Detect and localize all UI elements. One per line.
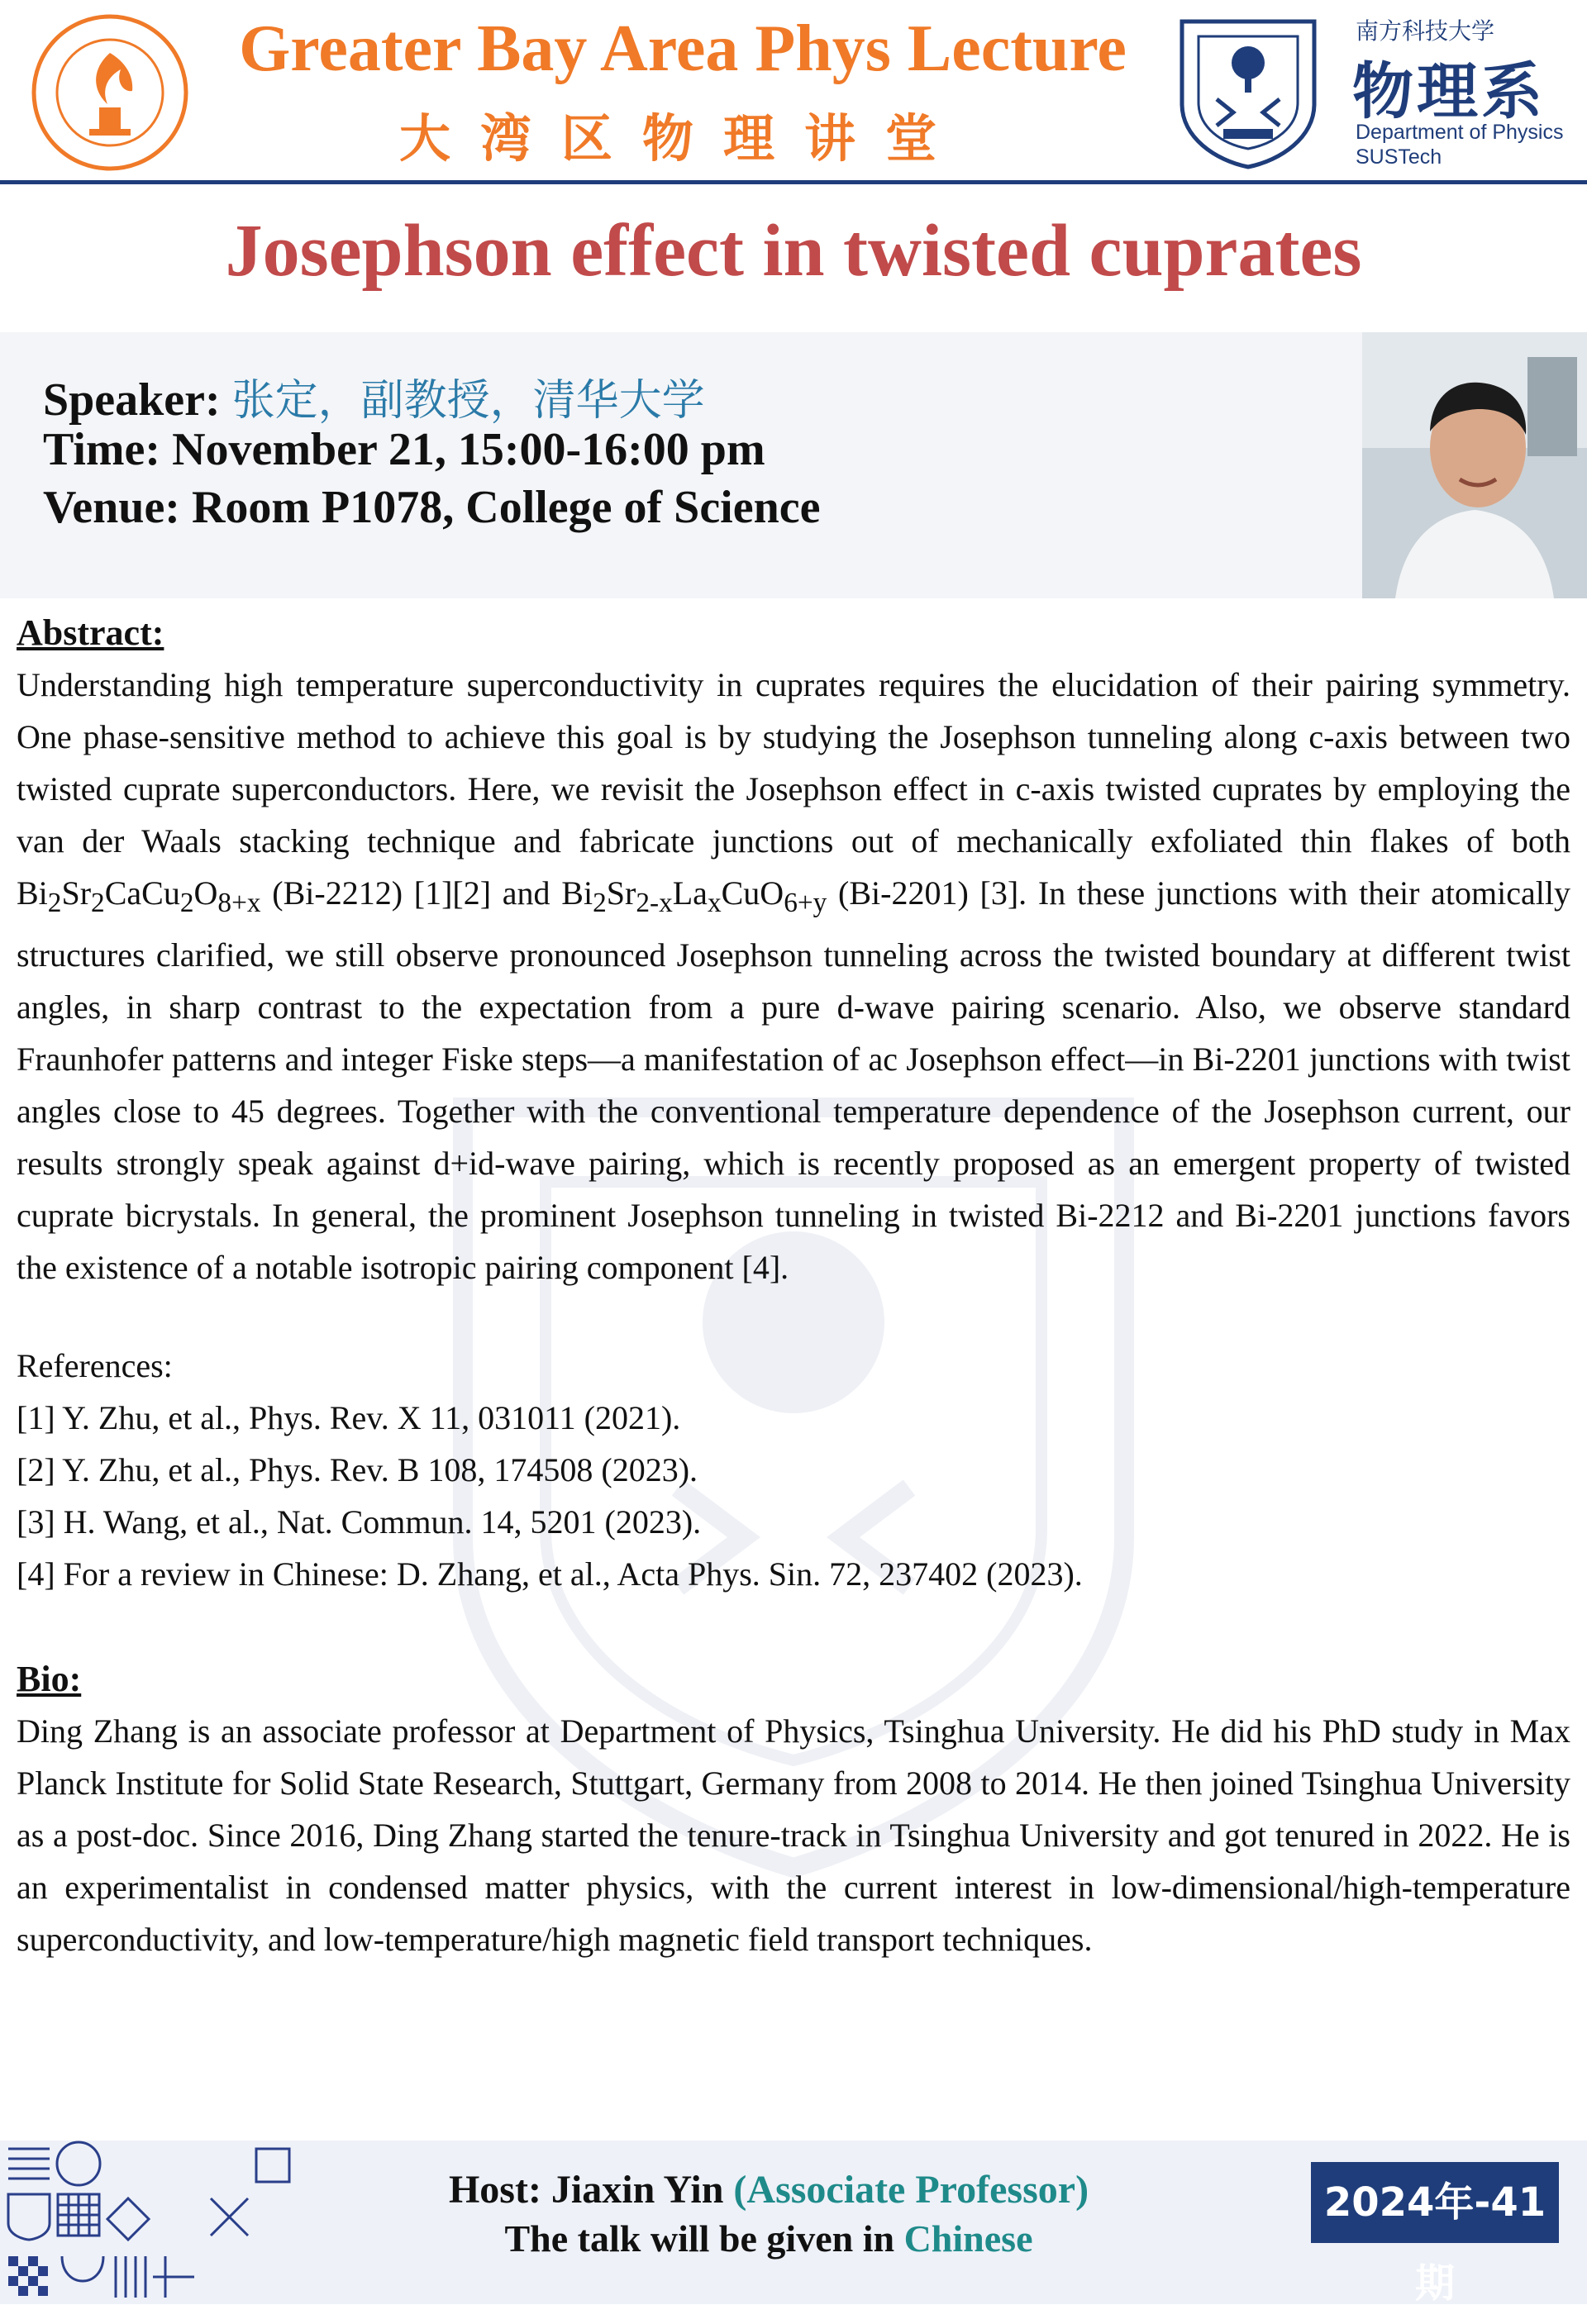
abstract-text-part3: (Bi-2201) [3]. In these junctions with their atomically structures clarified, we still observe pronounced Josephson tunneling across the twisted boundary at different twist angles, in sharp contrast to the expectation from a pure d-wave pairing scenario. Also, we observe standard Fraunhofer patterns and integer Fiske steps—a manifestation of ac Josephson effect—in Bi-2201 junctions with twist angles close to 45 degrees. Together with the conventional temperature dependence of the Josephson current, our results strongly speak against d+id-wave pairing, which is recently proposed as an emergent property of twisted cuprate bicrystals. In general, the prominent Josephson tunneling in twisted Bi-2212 and Bi-2201 junctions favors the existence of a notable isotropic pairing component [4]. <box>17 874 1570 1286</box>
issue-badge: 2024年-41期 <box>1311 2162 1559 2243</box>
language-prefix: The talk will be given in <box>504 2217 904 2260</box>
host-name: Host: Jiaxin Yin <box>448 2168 734 2212</box>
geometric-decoration-icon <box>0 2132 314 2304</box>
time-value: November 21, 15:00-16:00 pm <box>172 424 765 475</box>
talk-title: Josephson effect in twisted cuprates <box>225 210 1362 292</box>
header-divider <box>0 180 1587 184</box>
speaker-value: 张定，副教授，清华大学 <box>231 376 705 426</box>
dept-name-zh: 物理系 <box>1352 56 1546 127</box>
abstract-text-part1: Understanding high temperature superconductivity in cuprates requires the elucidation of their pairing symmetry. One phase-sensitive method to achieve this goal is by studying the Josephson tunneling along c-axis between two twisted cuprate superconductors. Here, we revisit the Josephson effect in c-axis twisted cuprates by employing the van der Waals stacking technique and fabricate junctions out of mechanically exfoliated thin flakes of both <box>17 666 1570 860</box>
header <box>0 0 1587 183</box>
language-value: Chinese <box>903 2217 1033 2260</box>
talk-info-panel <box>0 332 1587 598</box>
speaker-photo <box>1362 332 1587 598</box>
body-content <box>17 612 1570 1965</box>
lecture-series-title-zh: 大湾区物理讲堂 <box>398 108 966 169</box>
speaker-label: Speaker: <box>43 374 221 426</box>
formula-bi2212-render: $Bi_2Sr_2CaCu_2O_{8+x}$ <box>17 874 261 918</box>
host-line <box>331 2167 1207 2212</box>
reference-item: [1] Y. Zhu, et al., Phys. Rev. X 11, 031011 (2021). <box>17 1399 681 1436</box>
abstract-text <box>17 659 1570 1293</box>
host-title: (Associate Professor) <box>733 2168 1089 2212</box>
dept-name-en: Department of Physics <box>1356 121 1564 144</box>
reference-item: [4] For a review in Chinese: D. Zhang, et al., Acta Phys. Sin. 72, 237402 (2023). <box>17 1555 1083 1593</box>
abstract-heading: Abstract: <box>17 612 164 653</box>
references-heading: References: <box>17 1347 173 1384</box>
venue-value: Room P1078, College of Science <box>191 482 821 533</box>
bio-text: Ding Zhang is an associate professor at Department of Physics, Tsinghua University. He did his PhD study in Max Planck Institute for Solid State Research, Stuttgart, Germany from 2008 to 2014. He then joined Tsinghua University as a post-doc. Since 2016, Ding Zhang started the tenure-track in Tsinghua University and got tenured in 2022. He is an experimentalist in condensed matter physics, with the current interest in low-dimensional/high-temperature superconductivity, and low-temperature/high magnetic field transport techniques. <box>17 1712 1570 1958</box>
dept-university-name: 南方科技大学 <box>1356 17 1495 45</box>
formula-bi2201-render: $Bi_2Sr_{2-x}La_xCuO_{6+y}$ <box>561 874 827 918</box>
references-section <box>17 1340 1570 1600</box>
language-line <box>331 2217 1207 2260</box>
time-line <box>43 423 765 476</box>
reference-item: [2] Y. Zhu, et al., Phys. Rev. B 108, 174508 (2023). <box>17 1451 698 1488</box>
department-seal-icon <box>1174 13 1322 170</box>
dept-name-en-short: SUSTech <box>1356 145 1442 169</box>
time-label: Time: <box>43 424 161 475</box>
abstract-text-part2: (Bi-2212) [1][2] and <box>260 874 562 912</box>
reference-item: [3] H. Wang, et al., Nat. Commun. 14, 5201 (2023). <box>17 1503 702 1541</box>
lecture-series-title: Greater Bay Area Phys Lecture <box>239 12 1127 85</box>
university-logo-icon <box>23 12 197 174</box>
venue-line <box>43 481 820 534</box>
bio-heading: Bio: <box>17 1659 82 1699</box>
speaker-line <box>43 365 705 427</box>
venue-label: Venue: <box>43 482 180 533</box>
